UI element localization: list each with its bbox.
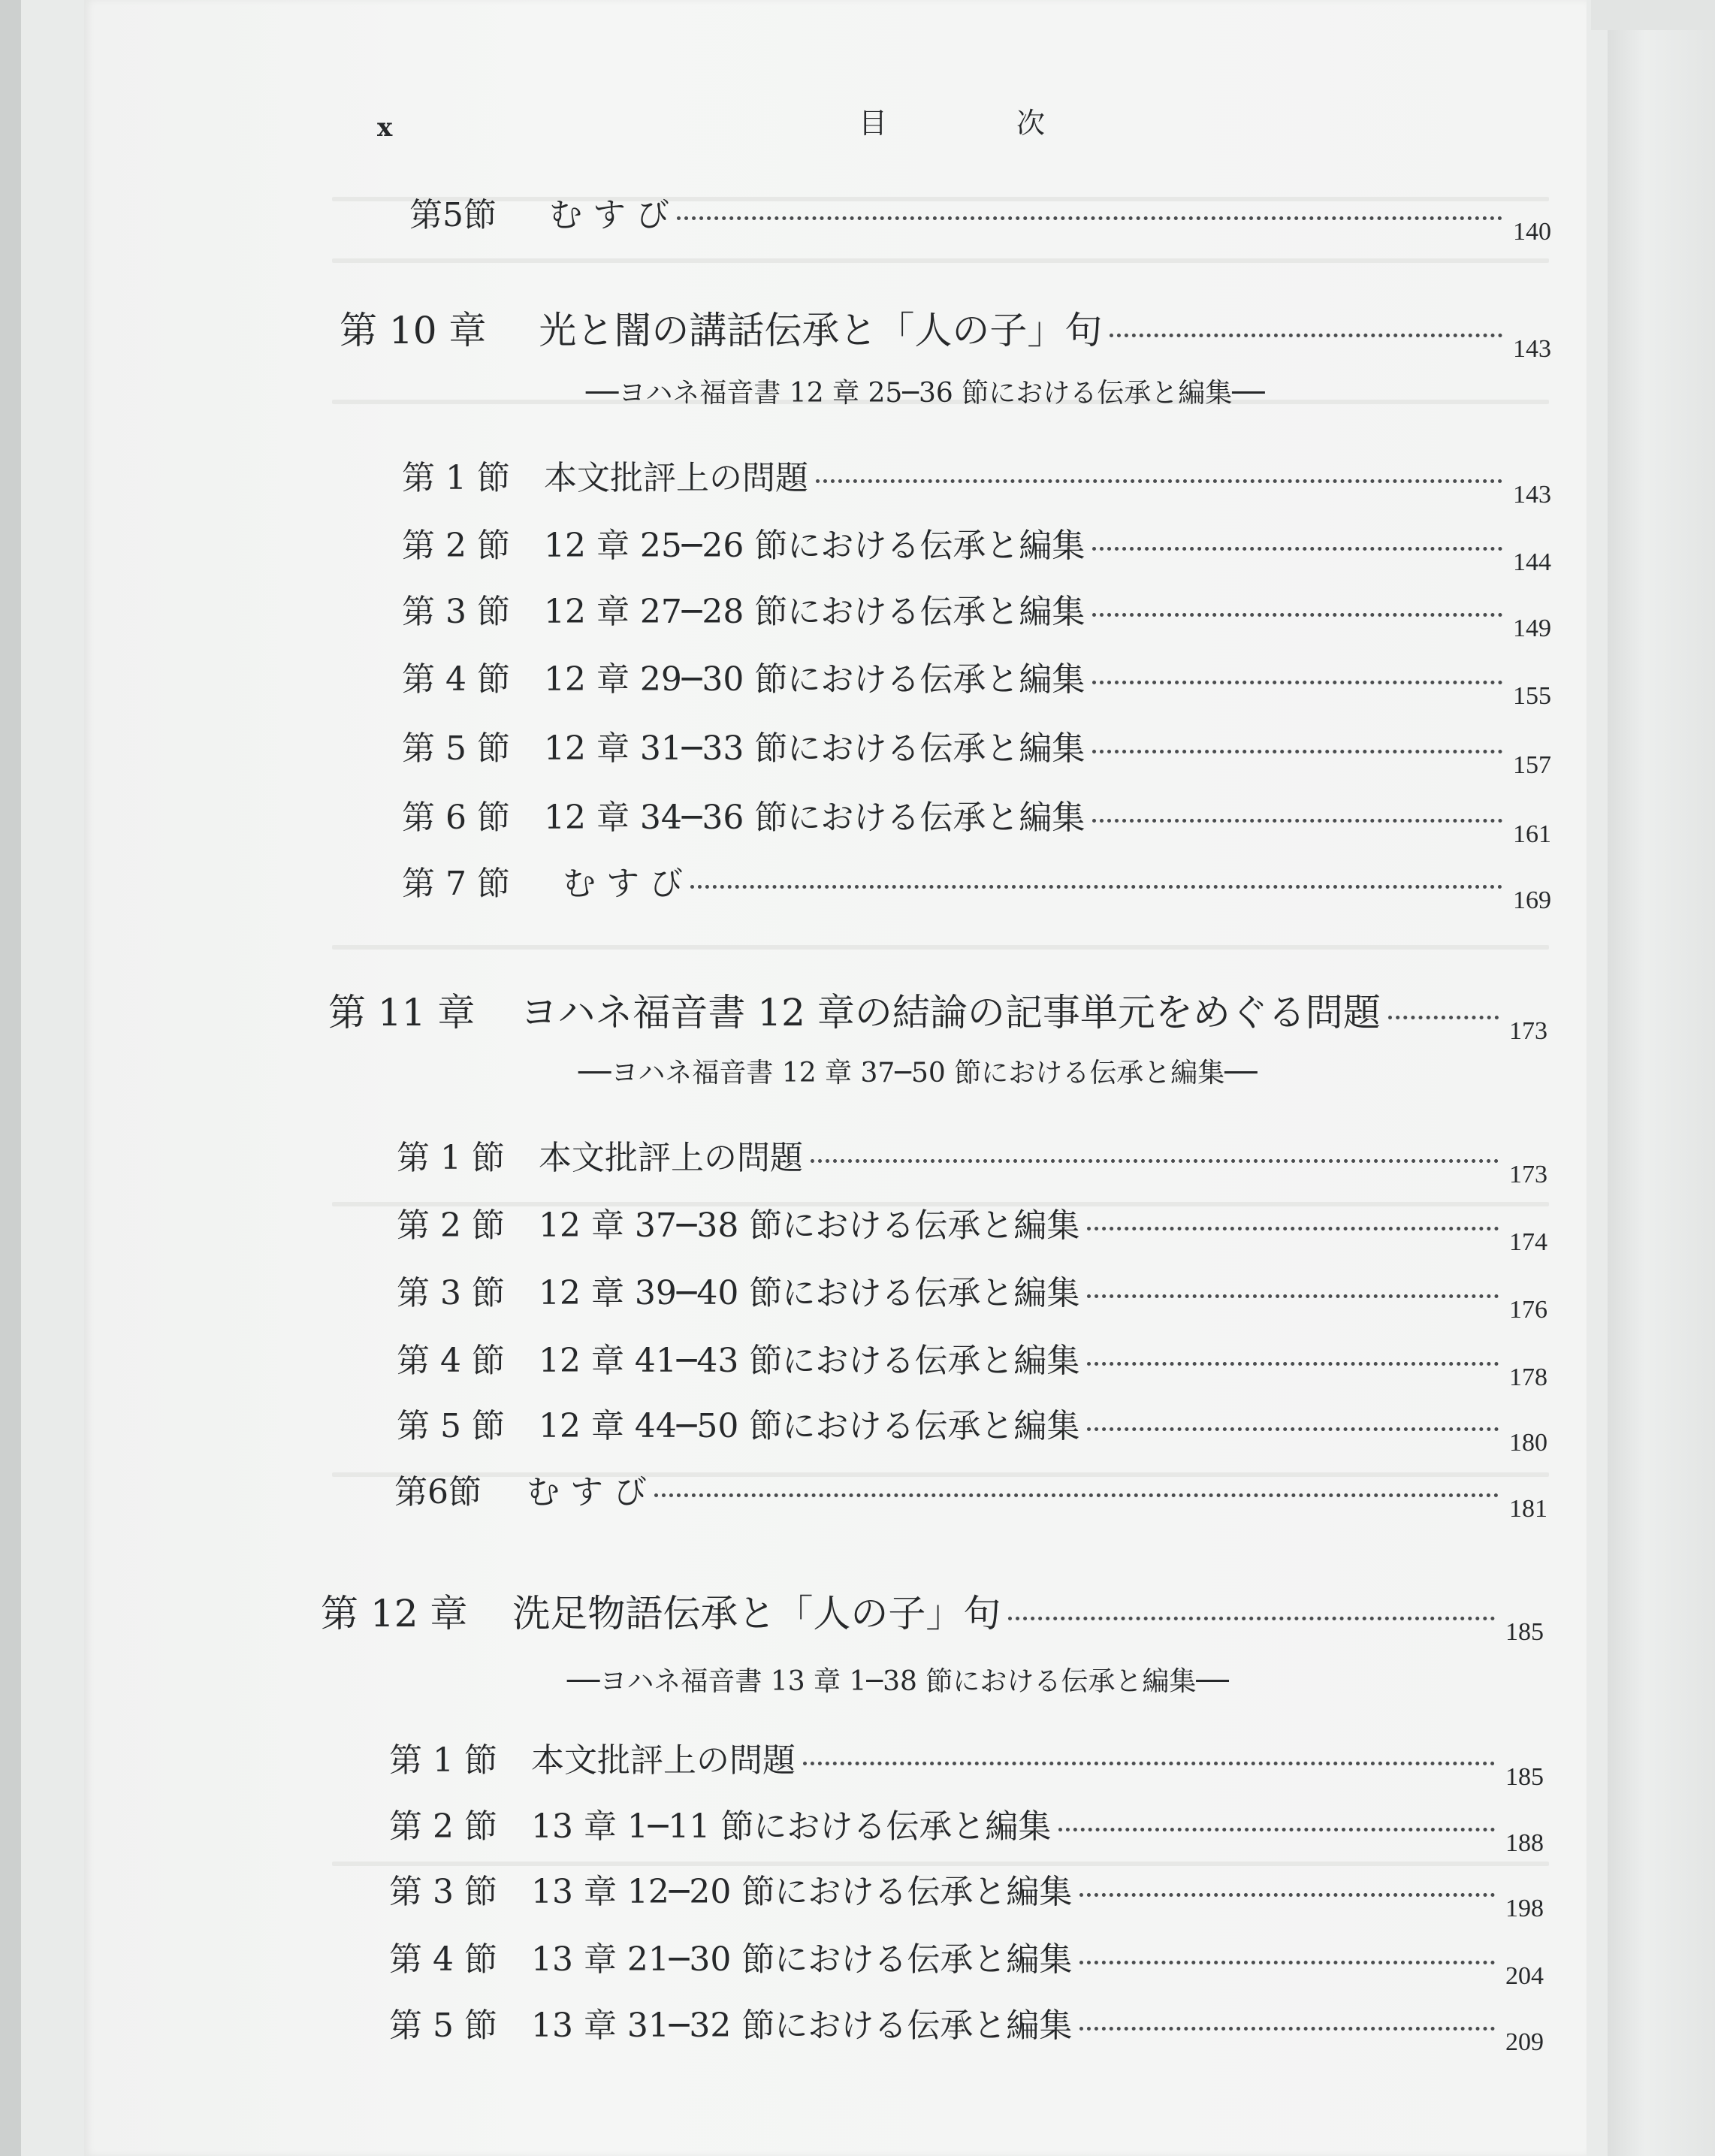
- page-number: 169: [1513, 886, 1551, 914]
- section-label: 第 2 節: [389, 1807, 497, 1846]
- page-number: 143: [1513, 335, 1551, 363]
- section-label: 第 4 節: [402, 660, 510, 699]
- section-label: 第 5 節: [402, 729, 510, 768]
- dot-leader: [1092, 681, 1502, 684]
- section-label: 第 2 節: [402, 527, 510, 565]
- show-through-line: [332, 258, 1549, 263]
- section-title: む す び: [549, 196, 669, 234]
- chapter-title: 洗足物語伝承と「人の子」句: [512, 1592, 1001, 1635]
- section-entry: [402, 518, 1551, 576]
- facing-page-top: [1591, 0, 1715, 30]
- section-entry: [402, 652, 1551, 710]
- dot-leader: [816, 479, 1502, 483]
- chapter-title: ヨハネ福音書 12 章の結論の記事単元をめぐる問題: [520, 991, 1381, 1034]
- section-entry: [397, 1131, 1547, 1188]
- section-title: 13 章 1─11 節における伝承と編集: [530, 1807, 1052, 1846]
- page-number: 198: [1505, 1895, 1544, 1922]
- section-title: 12 章 34─36 節における伝承と編集: [543, 799, 1085, 837]
- section-title: 13 章 12─20 節における伝承と編集: [530, 1873, 1073, 1911]
- section-title: 12 章 39─40 節における伝承と編集: [538, 1274, 1080, 1312]
- section-title: 12 章 41─43 節における伝承と編集: [538, 1342, 1080, 1380]
- dot-leader: [677, 216, 1502, 220]
- page-number: 176: [1509, 1296, 1547, 1324]
- chapter-label: 第 11 章: [328, 991, 476, 1034]
- section-label: 第 2 節: [397, 1206, 505, 1245]
- dot-leader: [1087, 1362, 1499, 1366]
- page-number: 185: [1505, 1763, 1544, 1791]
- dot-leader: [1092, 613, 1502, 617]
- section-entry: [397, 1399, 1547, 1457]
- show-through-line: [332, 945, 1549, 950]
- chapter-entry: [328, 983, 1547, 1045]
- section-entry: [409, 188, 1551, 246]
- dot-leader: [690, 885, 1502, 889]
- section-entry: [402, 451, 1551, 509]
- section-entry: [397, 1333, 1547, 1391]
- dot-leader: [1110, 334, 1502, 337]
- page-number: 140: [1513, 218, 1551, 246]
- chapter-label: 第 12 章: [321, 1592, 468, 1635]
- section-label: 第 4 節: [397, 1342, 505, 1380]
- dot-leader: [803, 1762, 1495, 1765]
- page-number: 144: [1513, 548, 1551, 576]
- page-number: 173: [1509, 1017, 1547, 1045]
- section-title: 12 章 29─30 節における伝承と編集: [543, 660, 1085, 699]
- section-title: 本文批評上の問題: [543, 459, 808, 497]
- section-title: 本文批評上の問題: [538, 1139, 803, 1177]
- section-entry: [402, 721, 1551, 779]
- dot-leader: [1008, 1617, 1495, 1620]
- section-label: 第 4 節: [389, 1940, 497, 1979]
- running-title-char: 次: [1016, 107, 1046, 140]
- chapter-entry: [340, 300, 1551, 363]
- section-title: 本文批評上の問題: [530, 1741, 796, 1780]
- page-number: 181: [1509, 1495, 1547, 1523]
- facing-page-edge: [1608, 0, 1715, 2156]
- section-label: 第6節: [394, 1473, 482, 1511]
- page-number: 178: [1509, 1363, 1547, 1391]
- section-label: 第 1 節: [402, 459, 510, 497]
- dot-leader: [811, 1159, 1499, 1163]
- section-label: 第5節: [409, 196, 497, 234]
- section-entry: [402, 584, 1551, 642]
- page-number: 155: [1513, 682, 1551, 710]
- section-entry: [402, 790, 1551, 848]
- page-number: 161: [1513, 820, 1551, 848]
- page-number: 185: [1505, 1618, 1544, 1646]
- chapter-subtitle: ──ヨハネ福音書 13 章 1─38 節における伝承と編集──: [567, 1666, 1229, 1697]
- dot-leader: [1058, 1828, 1495, 1831]
- page-number: 174: [1509, 1228, 1547, 1256]
- section-label: 第 3 節: [402, 593, 510, 631]
- dot-leader: [1079, 1961, 1495, 1964]
- section-title: 12 章 25─26 節における伝承と編集: [543, 527, 1085, 565]
- section-title: む す び: [527, 1473, 647, 1511]
- dot-leader: [1079, 2027, 1495, 2031]
- chapter-entry: [321, 1584, 1544, 1646]
- page-number: 173: [1509, 1161, 1547, 1188]
- section-entry: [397, 1266, 1547, 1324]
- section-entry: [397, 1198, 1547, 1256]
- dot-leader: [654, 1493, 1499, 1497]
- dot-leader: [1087, 1427, 1499, 1431]
- page-number: 143: [1513, 481, 1551, 509]
- page-number: 157: [1513, 751, 1551, 779]
- section-label: 第 1 節: [389, 1741, 497, 1780]
- section-label: 第 5 節: [397, 1407, 505, 1445]
- section-label: 第 6 節: [402, 799, 510, 837]
- page-number: 188: [1505, 1829, 1544, 1857]
- section-entry: [389, 1799, 1544, 1857]
- page-number: 180: [1509, 1429, 1547, 1457]
- chapter-title: 光と闇の講話伝承と「人の子」句: [539, 309, 1103, 352]
- section-title: 13 章 31─32 節における伝承と編集: [530, 2007, 1073, 2045]
- section-entry: [389, 1865, 1544, 1922]
- section-label: 第 3 節: [389, 1873, 497, 1911]
- section-label: 第 3 節: [397, 1274, 505, 1312]
- section-entry: [389, 1998, 1544, 2056]
- section-title: 12 章 44─50 節における伝承と編集: [538, 1407, 1080, 1445]
- page-number: 204: [1505, 1962, 1544, 1990]
- dot-leader: [1092, 750, 1502, 753]
- section-title: 13 章 21─30 節における伝承と編集: [530, 1940, 1073, 1979]
- section-title: む す び: [562, 865, 683, 903]
- section-label: 第 5 節: [389, 2007, 497, 2045]
- chapter-subtitle: ──ヨハネ福音書 12 章 37─50 節における伝承と編集──: [578, 1058, 1258, 1089]
- dot-leader: [1092, 547, 1502, 551]
- page-number: 149: [1513, 614, 1551, 642]
- section-label: 第 1 節: [397, 1139, 505, 1177]
- chapter-label: 第 10 章: [340, 309, 487, 352]
- dot-leader: [1092, 819, 1502, 823]
- section-label: 第 7 節: [402, 865, 510, 903]
- dot-leader: [1388, 1016, 1499, 1019]
- section-entry: [389, 1733, 1544, 1791]
- running-title-char: 目: [859, 107, 888, 140]
- dot-leader: [1079, 1893, 1495, 1897]
- chapter-subtitle: ──ヨハネ福音書 12 章 25─36 節における伝承と編集──: [586, 378, 1265, 409]
- section-entry: [394, 1465, 1547, 1523]
- page-number: 209: [1505, 2028, 1544, 2056]
- dot-leader: [1087, 1294, 1499, 1298]
- section-title: 12 章 37─38 節における伝承と編集: [538, 1206, 1080, 1245]
- section-entry: [402, 856, 1551, 914]
- section-title: 12 章 31─33 節における伝承と編集: [543, 729, 1085, 768]
- section-entry: [389, 1932, 1544, 1990]
- page-number-header: x: [377, 113, 393, 143]
- section-title: 12 章 27─28 節における伝承と編集: [543, 593, 1085, 631]
- dot-leader: [1087, 1227, 1499, 1230]
